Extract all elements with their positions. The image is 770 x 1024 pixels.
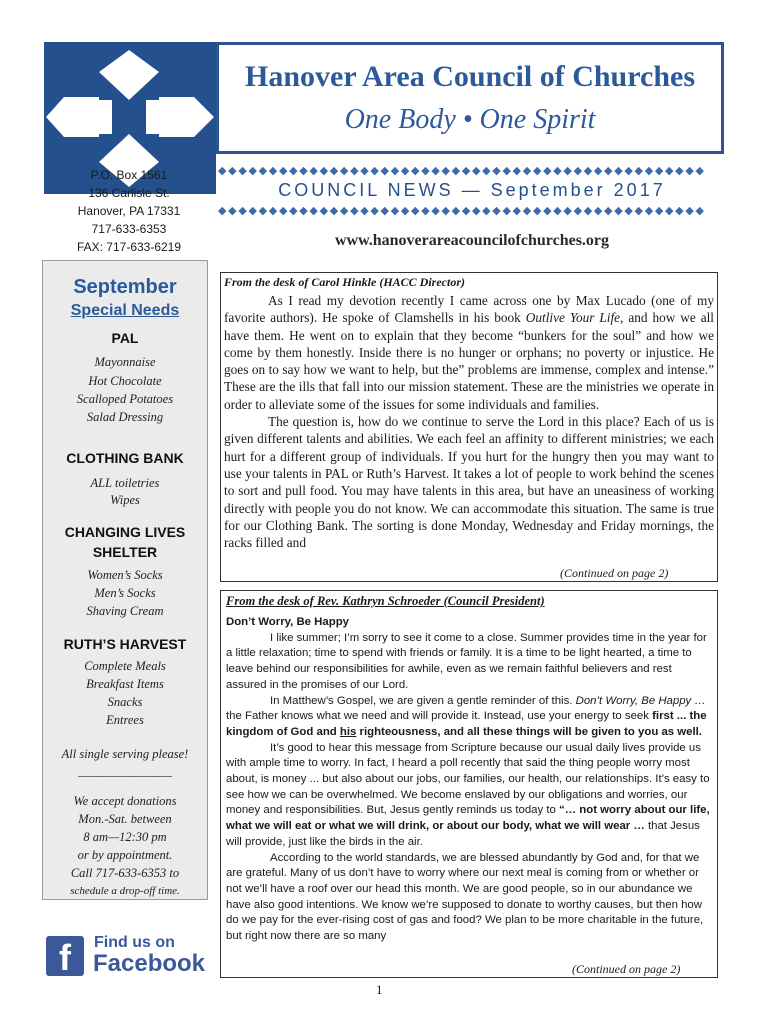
sidebar-month: September [73,276,177,298]
book-title: Outlive Your Life [525,310,621,326]
mailing-address [40,166,218,256]
address-line: P.O. Box 1561 [90,168,168,182]
article-paragraph: In Matthew’s Gospel, we are given a gentle reminder of this. Don’t Worry, Be Happy … the Father knows what we need and will provide it. Instead, use your energy to seek first ... the kingdom of God and his righteousness, and all these things will be given to you as well. [226,694,707,738]
need-item: Shaving Cream [86,604,164,618]
section-heading-pal: PAL [111,330,139,346]
donation-phone: Call 717-633-6353 to [70,866,180,880]
donation-line: We accept donations [73,794,177,808]
diamond-border-bottom: ◆◆◆◆◆◆◆◆◆◆◆◆◆◆◆◆◆◆◆◆◆◆◆◆◆◆◆◆◆◆◆◆◆◆◆◆◆◆◆◆◆◆◆◆◆◆◆◆ [218,205,706,217]
address-line: 136 Carlisle St. [88,186,170,200]
phone-number: 717-633-6353 [91,222,167,236]
continued-note: (Continued on page 2) [560,566,669,580]
donation-line: 8 am—12:30 pm [83,830,167,844]
director-article-heading: From the desk of Carol Hinkle (HACC Director) [224,275,466,289]
diamond-border-top: ◆◆◆◆◆◆◆◆◆◆◆◆◆◆◆◆◆◆◆◆◆◆◆◆◆◆◆◆◆◆◆◆◆◆◆◆◆◆◆◆◆◆◆◆◆◆◆◆ [218,165,706,177]
page-number: 1 [376,982,383,997]
address-line: Hanover, PA 17331 [77,204,181,218]
need-item: Wipes [110,493,140,507]
article-paragraph: The question is, how do we continue to serve the Lord in this place? Each of us is given different talents and abilities. We each feel an affinity to different ministries; we each hurt for a different group of individuals. If you hurt for the hungry then you may want to use your talents in PAL or Ruth’s Harvest. It takes a lot of people to work behind the scenes to sort and pull food. You may have talents in this area, but have an uneasiness of working directly with people you do not know. We can accommodate this situation. The same is true for our Clothing Bank. The sorting is done Monday, Wednesday and Friday mornings, the racks filled and [224,414,714,551]
single-serving-note: All single serving please! [61,747,189,761]
article-paragraph: It’s good to hear this message from Scripture because our usual daily lives provide us with ample time to worry. In fact, I heard a poll recently that said the thing people worry most about, is money ... but also about our jobs, our families, our health, our relationships. It’s easy to see how we can be overwhelmed. We become enslaved by our obligations and worries, our money and responsibilities. But, Jesus gently reminds us today to “… not worry about our life, what we will eat or what we will drink, or about our body, what we will wear … that Jesus will provide, just like the birds in the air. [226,741,710,848]
newsletter-title: COUNCIL NEWS — September 2017 [278,180,666,200]
need-item: Scalloped Potatoes [76,392,174,406]
section-heading-clothing-bank: CLOTHING BANK [66,450,184,466]
section-heading-ruths-harvest: RUTH’S HARVEST [63,636,187,652]
need-item: ALL toiletries [90,476,160,490]
donation-line: schedule a drop-off time. [70,885,180,897]
need-item: Complete Meals [84,659,166,673]
sidebar-separator: _______________ [78,764,172,778]
fax-number: FAX: 717-633-6219 [76,240,182,254]
article-paragraph: According to the world standards, we are blessed abundantly by God and, for that we are grateful. Many of us don’t have to worry where our next meal is coming from or whether or not we’ll have a roof over our head this month. We are good people, so in our abundance we have also good intentions. We know we’re supposed to donate to worthy causes, but then how do we pay for the ever-rising cost of gas and food? We plan to be more charitable in the future, but right now there are so many [226,851,704,943]
need-item: Hot Chocolate [88,374,162,388]
need-item: Men’s Socks [94,586,156,600]
need-item: Salad Dressing [86,410,164,424]
section-heading-changing-lives-shelter: CHANGING LIVES SHELTER [64,524,186,560]
article-paragraph: As I read my devotion recently I came across one by Max Lucado (one of my favorite authors). He spoke of Clamshells in his book Outlive Your Life, and how we all have them. He went on to explain that they become “bunkers for the soul” and how we come by them honestly. Inside there is no hunger or orphans; no poverty or injustice. He goes on to say how we want to help, but the” problems are immense, complex and intense.” These are the ills that fall into our mission statement. These are the ministries we operate in order to alleviate some of the issues for some individuals and families. [224,293,714,412]
tagline: One Body • One Spirit [344,104,596,135]
continued-note: (Continued on page 2) [572,962,681,976]
president-article-body [226,615,714,975]
need-item: Entrees [106,713,144,727]
need-item: Breakfast Items [86,677,164,691]
sidebar-subtitle: Special Needs [70,302,180,319]
article-subhead: Don’t Worry, Be Happy [226,616,349,628]
need-item: Women’s Socks [87,568,163,582]
need-item: Mayonnaise [94,355,156,369]
director-article-body [224,292,714,569]
website-link[interactable]: www.hanoverareacouncilofchurches.org [334,232,610,249]
org-title: Hanover Area Council of Churches [244,60,695,93]
donation-line: or by appointment. [77,848,173,862]
need-item: Snacks [107,695,143,709]
facebook-label[interactable]: Facebook [93,950,206,977]
president-article-heading: From the desk of Rev. Kathryn Schroeder (Council President) [226,594,545,608]
article-paragraph: I like summer; I’m sorry to see it come to a close. Summer provides time in the year for a little relaxation; time to spend with friends or family. It is a time to be light hearted, a time to leave behind our responsibilities for awhile, even as we remain faithful believers and rest assured in the promises of our Lord. [226,631,707,691]
facebook-icon[interactable]: f [46,936,84,976]
facebook-find-us[interactable]: Find us on [94,934,175,951]
donation-line: Mon.-Sat. between [78,812,172,826]
header-frame [216,42,724,154]
